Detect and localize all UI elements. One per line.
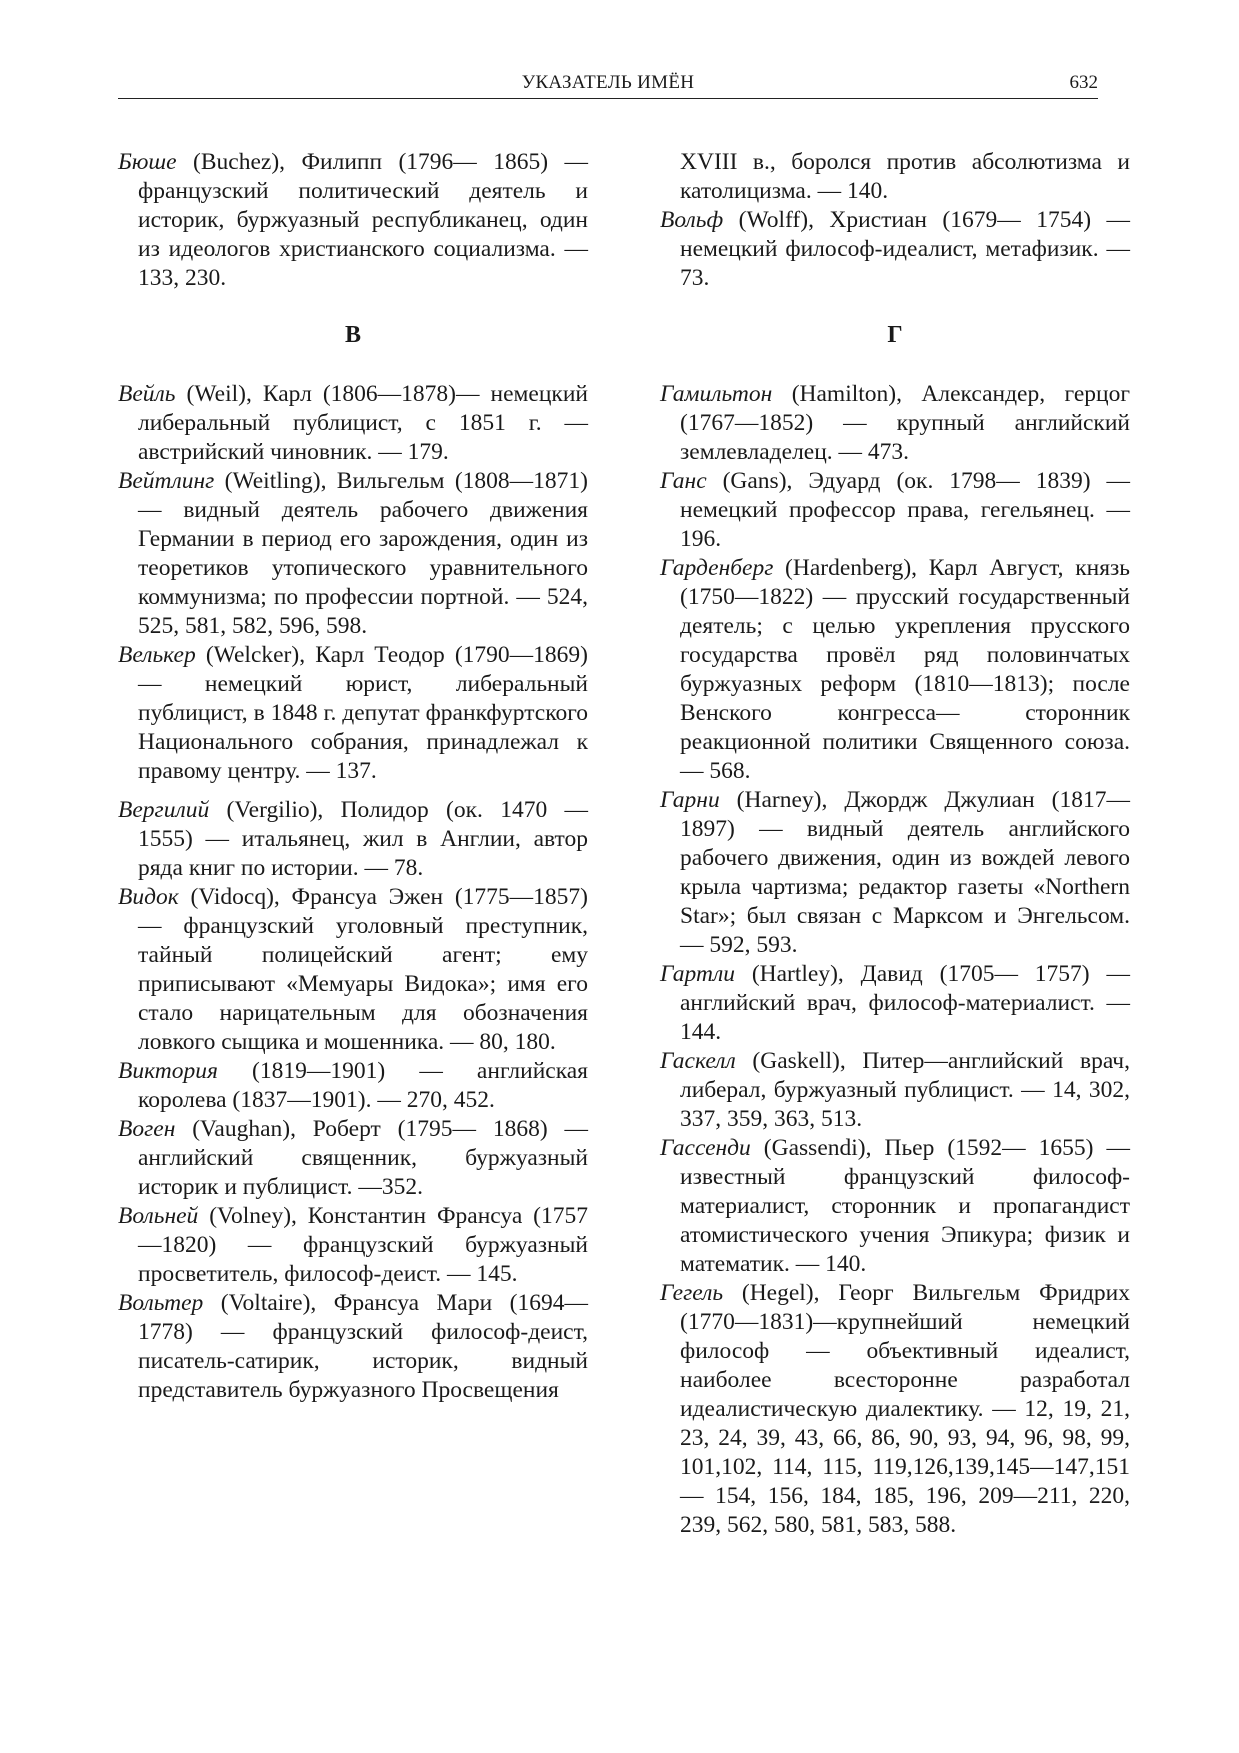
index-entry bbox=[660, 786, 1130, 960]
entry-name: Вольней bbox=[118, 1203, 199, 1229]
entry-text: (Gaskell), Питер—английский врач, либерал, буржуазный публицист. — 14, 302, 337, 359, 363, 513. bbox=[680, 1048, 1130, 1132]
entry-name: Вейль bbox=[118, 381, 176, 407]
index-entry bbox=[118, 1115, 588, 1202]
index-entry bbox=[660, 467, 1130, 554]
index-entry bbox=[660, 1279, 1130, 1540]
index-entry bbox=[118, 1289, 588, 1405]
entry-text: (Weil), Карл (1806—1878)— немецкий либеральный публицист, с 1851 г. — австрийский чиновник. — 179. bbox=[138, 381, 588, 465]
index-entry bbox=[660, 960, 1130, 1047]
index-entry bbox=[660, 380, 1130, 467]
index-entry-continuation bbox=[660, 148, 1130, 206]
index-entry bbox=[118, 380, 588, 467]
index-entry bbox=[118, 1202, 588, 1289]
header-title: УКАЗАТЕЛЬ ИМЁН bbox=[521, 72, 695, 93]
entry-text: (Hamilton), Александер, герцог (1767—1852) — крупный английский землевладелец. — 473. bbox=[680, 381, 1130, 465]
entry-text: (Voltaire), Франсуа Мари (1694—1778) — французский философ-деист, писатель-сатирик, историк, видный представитель буржуазного Просвещения bbox=[138, 1290, 588, 1403]
right-column bbox=[660, 148, 1130, 1540]
entry-text: (Vaughan), Роберт (1795— 1868) — английский священник, буржуазный историк и публицист. —352. bbox=[138, 1116, 588, 1200]
entry-name: Видок bbox=[118, 884, 179, 910]
index-entry bbox=[660, 206, 1130, 293]
entry-text: (Vidocq), Франсуа Эжен (1775—1857) — французский уголовный преступник, тайный полицейский агент; ему приписывают «Мемуары Видока»; имя его стало нарицательным для обозначения ловкого сыщика и мошенника. — 80, 180. bbox=[138, 884, 588, 1055]
entry-text: (1819—1901) — английская королева (1837—1901). — 270, 452. bbox=[138, 1058, 588, 1113]
entry-text: (Gans), Эдуард (ок. 1798— 1839) — немецкий профессор права, гегельянец. — 196. bbox=[680, 468, 1130, 552]
index-entry bbox=[118, 641, 588, 786]
entry-text: (Vergilio), Полидор (ок. 1470 — 1555) — итальянец, жил в Англии, автор ряда книг по истории. — 78. bbox=[138, 797, 588, 881]
page-header bbox=[118, 68, 1098, 99]
index-entry bbox=[118, 883, 588, 1057]
section-letter-g: Г bbox=[887, 322, 903, 348]
entry-name: Гегель bbox=[660, 1280, 724, 1306]
section-letter-v: В bbox=[344, 322, 361, 348]
entry-text: (Hardenberg), Карл Август, князь (1750—1822) — прусский государственный деятель; с целью укрепления прусского государства провёл ряд половинчатых буржуазных реформ (1810—1813); после Венского конгресса— сторонник реакционной политики Священного союза. — 568. bbox=[680, 555, 1130, 784]
entry-text: (Volney), Константин Франсуа (1757—1820) — французский буржуазный просветитель, философ-деист. — 145. bbox=[138, 1203, 588, 1287]
entry-name: Гамильтон bbox=[660, 381, 773, 407]
index-entry bbox=[660, 554, 1130, 786]
entry-text: (Gassendi), Пьер (1592— 1655) — известный французский философ-материалист, сторонник и пропагандист атомистического учения Эпикура; физик и математик. — 140. bbox=[680, 1135, 1130, 1277]
entry-name: Вольф bbox=[660, 207, 724, 233]
entry-name: Воген bbox=[118, 1116, 176, 1142]
entry-name: Гарни bbox=[660, 787, 720, 813]
index-entry bbox=[118, 1057, 588, 1115]
entry-text: (Harney), Джордж Джулиан (1817—1897) — видный деятель английского рабочего движения, один из вождей левого крыла чартизма; редактор газеты «Northern Star»; был связан с Марксом и Энгельсом. — 592, 593. bbox=[680, 787, 1130, 958]
entry-name: Гаскелл bbox=[660, 1048, 736, 1074]
index-entry bbox=[660, 1134, 1130, 1279]
entry-name: Виктория bbox=[118, 1058, 218, 1084]
entry-name: Гартли bbox=[660, 961, 735, 987]
entry-text: XVIII в., боролся против абсолютизма и католицизма. — 140. bbox=[680, 149, 1130, 204]
entry-text: (Hegel), Георг Вильгельм Фридрих (1770—1831)—крупнейший немецкий философ — объективный идеалист, наиболее всесторонне разработал идеалистическую диалектику. — 12, 19, 21, 23, 24, 39, 43, 66, 86, 90, 93, 94, 96, 98, 99, 101,102, 114, 115, 119,126,139,145—147,151— 154, 156, 184, 185, 196, 209—211, 220, 239, 562, 580, 581, 583, 588. bbox=[680, 1280, 1130, 1538]
entry-name: Гассенди bbox=[660, 1135, 751, 1161]
entry-name: Велькер bbox=[118, 642, 196, 668]
entry-name: Гарденберг bbox=[660, 555, 774, 581]
index-entry bbox=[118, 796, 588, 883]
entry-name: Вейтлинг bbox=[118, 468, 215, 494]
page-number: 632 bbox=[1069, 72, 1098, 93]
entry-text: (Wolff), Христиан (1679— 1754) — немецкий философ-идеалист, метафизик. — 73. bbox=[680, 207, 1130, 291]
entry-text: (Welcker), Карл Теодор (1790—1869) — немецкий юрист, либеральный публицист, в 1848 г. депутат франкфуртского Национального собрания, принадлежал к правому центру. — 137. bbox=[138, 642, 588, 784]
entry-text: (Buchez), Филипп (1796— 1865) — французский политический деятель и историк, буржуазный республиканец, один из идеологов христианского социализма. — 133, 230. bbox=[138, 149, 588, 291]
index-entry bbox=[118, 467, 588, 641]
index-entry bbox=[660, 1047, 1130, 1134]
entry-name: Ганс bbox=[660, 468, 707, 494]
entry-name: Бюше bbox=[118, 149, 177, 175]
left-column bbox=[118, 148, 588, 1405]
entry-name: Вергилий bbox=[118, 797, 210, 823]
entry-name: Вольтер bbox=[118, 1290, 204, 1316]
entry-text: (Hartley), Давид (1705— 1757) — английский врач, философ-материалист. — 144. bbox=[680, 961, 1130, 1045]
index-entry bbox=[118, 148, 588, 293]
entry-text: (Weitling), Вильгельм (1808—1871) — видный деятель рабочего движения Германии в период его зарождения, один из теоретиков утопического уравнительного коммунизма; по профессии портной. — 524, 525, 581, 582, 596, 598. bbox=[138, 468, 588, 639]
